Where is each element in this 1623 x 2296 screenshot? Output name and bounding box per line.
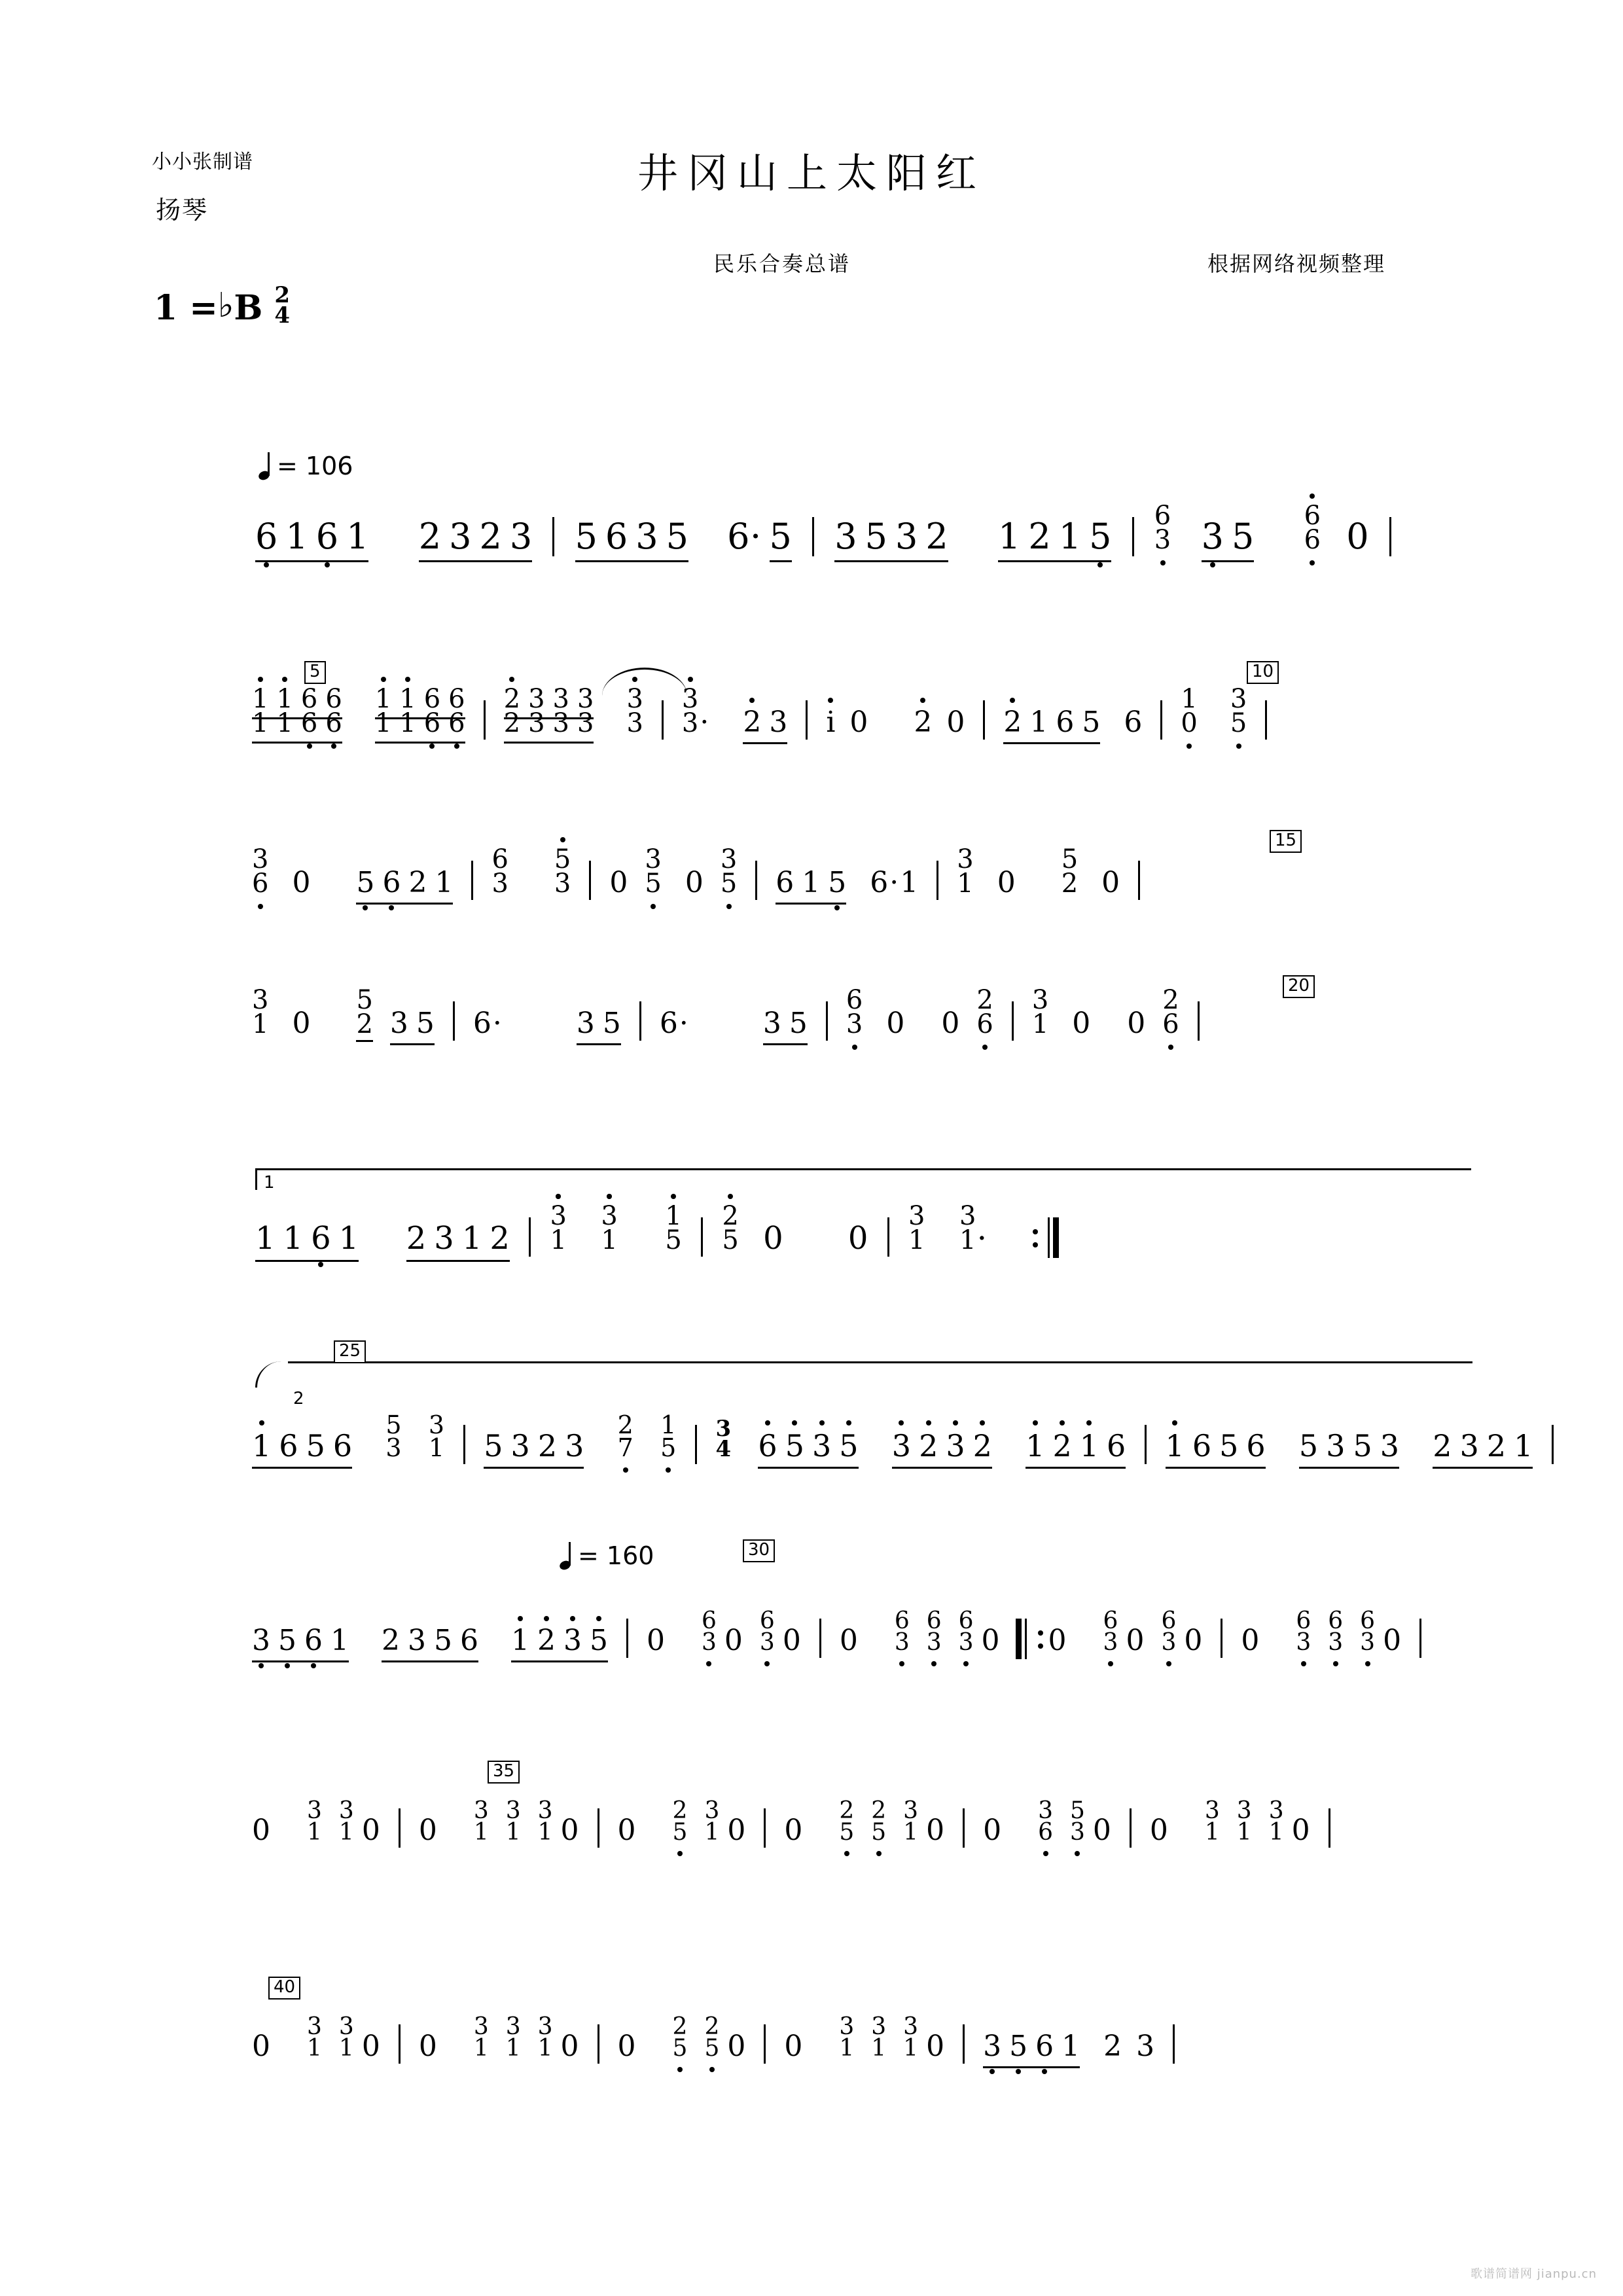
music-system-1 bbox=[0, 497, 1623, 596]
music-system-6 bbox=[0, 1401, 1623, 1499]
flat-icon: ♭ bbox=[217, 285, 234, 325]
music-system-8 bbox=[0, 1787, 1623, 1885]
watermark: 歌谱简谱网 jianpu.cn bbox=[1470, 2267, 1597, 2281]
key-time-signature bbox=[154, 282, 291, 329]
time-signature bbox=[274, 282, 291, 329]
time-denominator: 4 bbox=[274, 302, 291, 329]
tempo-value-2: = 160 bbox=[578, 1541, 654, 1570]
system-3-notes: 3 6 0 5 6 2 1 6 3 5 3 0 3 5 0 3 5 6 1 5 6·1 3 1 0 5 2 0 bbox=[252, 848, 1149, 900]
quarter-note-icon bbox=[259, 452, 270, 480]
system-6-notes: 1 6 5 6 5 3 3 1 5 3 2 3 2 7 1 5 3 4 6 5 3 5 3 2 3 2 1 2 1 6 1 6 5 6 5 3 5 3 2 3 2 1 bbox=[252, 1414, 1563, 1464]
volta-1-label: 1 bbox=[264, 1173, 275, 1193]
page-title: 井冈山上太阳红 bbox=[637, 149, 986, 197]
measure-number-35: 35 bbox=[488, 1761, 520, 1784]
music-system-2 bbox=[0, 681, 1623, 779]
engraver-credit: 小小张制谱 bbox=[152, 151, 253, 173]
volta-bracket-2 bbox=[288, 1361, 1472, 1365]
measure-number-20: 20 bbox=[1283, 975, 1315, 998]
volta-bracket-2-hook bbox=[255, 1361, 296, 1388]
measure-number-5: 5 bbox=[304, 661, 326, 684]
measure-number-40: 40 bbox=[268, 1977, 300, 2000]
repeat-end-barline bbox=[1042, 1217, 1059, 1258]
key-letter: B bbox=[234, 288, 263, 328]
music-system-5 bbox=[0, 1185, 1623, 1283]
tempo-value-1: = 106 bbox=[277, 452, 353, 480]
repeat-start-barline bbox=[1016, 1619, 1033, 1659]
tempo-marking-2 bbox=[560, 1541, 654, 1570]
instrument-label: 扬琴 bbox=[156, 196, 209, 224]
system-8-notes: 0 3 1 3 1 0 0 3 1 3 1 3 1 0 0 2 5 3 1 0 0 2 5 2 5 3 1 0 0 3 6 5 3 0 0 3 1 3 1 3 1 0 bbox=[252, 1800, 1340, 1848]
key-prefix: 1 = bbox=[154, 288, 218, 328]
measure-number-25: 25 bbox=[334, 1340, 366, 1363]
music-system-7 bbox=[0, 1597, 1623, 1695]
system-7-notes: 3 5 6 1 2 3 5 6 1 2 3 5 0 6 3 0 6 3 0 0 6 3 6 3 6 3 0 0 6 3 0 6 3 0 0 6 3 6 3 6 3 0 bbox=[252, 1610, 1431, 1659]
measure-number-15: 15 bbox=[1270, 830, 1302, 853]
system-9-notes: 0 3 1 3 1 0 0 3 1 3 1 3 1 0 0 2 5 2 5 0 0 3 1 3 1 3 1 0 3 5 6 1 2 3 bbox=[252, 2016, 1184, 2064]
music-system-3 bbox=[0, 841, 1623, 939]
tempo-marking-1 bbox=[259, 452, 353, 480]
subtitle: 民乐合奏总谱 bbox=[713, 251, 851, 276]
system-4-notes: 3 1 0 5 2 3 5 6· 3 5 6· 3 5 6 3 0 0 2 6 3 1 0 0 2 6 bbox=[252, 988, 1209, 1042]
quarter-note-icon-2 bbox=[560, 1542, 571, 1570]
volta-2-label: 2 bbox=[293, 1389, 304, 1408]
music-system-9 bbox=[0, 2003, 1623, 2101]
measure-number-30: 30 bbox=[743, 1539, 775, 1562]
system-1-notes: 6 1 6 1 2 3 2 3 5 6 3 5 6· 5 3 5 3 2 1 2 1 5 6 3 3 5 6 6 0 bbox=[255, 504, 1400, 556]
arranger-credit: 根据网络视频整理 bbox=[1207, 251, 1386, 276]
measure-number-10: 10 bbox=[1247, 661, 1279, 684]
time-numerator: 2 bbox=[274, 282, 291, 308]
system-2-notes: 1 1 6 6 1 1 6 6 1 1 6 6 1 1 6 6 2 3 3 3 2 3 3 3 3 3 3 3 · 2 3 i 0 2 0 2 1 6 5 6 1 0 3 5 bbox=[252, 687, 1276, 740]
system-5-notes: 1 1 6 1 2 3 1 2 3 1 3 1 1 5 2 5 0 0 3 1 3 1 · bbox=[255, 1204, 1065, 1258]
music-system-4 bbox=[0, 982, 1623, 1080]
